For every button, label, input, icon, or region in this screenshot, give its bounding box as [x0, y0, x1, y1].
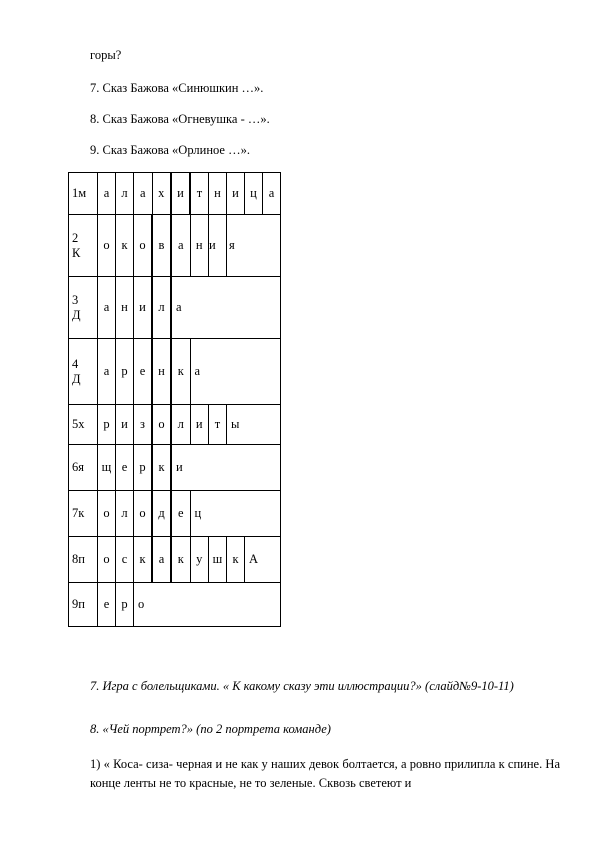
line-question-8: 8. Сказ Бажова «Огневушка - …».: [90, 112, 270, 126]
task-7-heading: 7. Игра с болельщиками. « К какому сказу эти иллюстрации?» (слайд№9-10-11): [90, 679, 514, 693]
letter-cell: ц: [190, 491, 281, 537]
crossword-row: [69, 339, 281, 405]
letter-cell: а: [134, 173, 153, 215]
letter-cell: а: [98, 339, 116, 405]
letter-cell: л: [116, 491, 134, 537]
letter-cell: у: [190, 537, 209, 583]
letter-cell: с: [116, 537, 134, 583]
letter-cell: к: [134, 537, 153, 583]
row-number: 8п: [69, 537, 98, 583]
task-8-heading: 8. «Чей портрет?» (по 2 портрета команде): [90, 722, 331, 736]
letter-cell: р: [134, 445, 153, 491]
letter-cell: е: [98, 583, 116, 627]
letter-cell: ц: [245, 173, 263, 215]
row-number-part: К: [72, 245, 81, 260]
letter-cell: к: [227, 537, 245, 583]
letter-cell: к: [171, 537, 190, 583]
letter-cell: в: [152, 215, 171, 277]
letter-cell: а: [152, 537, 171, 583]
letter-cell: а: [171, 277, 281, 339]
letter-cell: к: [171, 339, 190, 405]
letter-cell: р: [116, 583, 134, 627]
letter-cell: а: [98, 277, 116, 339]
letter-cell: а: [98, 173, 116, 215]
crossword-row: [69, 537, 281, 583]
letter-cell: о: [98, 491, 116, 537]
crossword-row: [69, 277, 281, 339]
letter-cell: л: [116, 173, 134, 215]
letter-cell: е: [116, 445, 134, 491]
letter-cell: о: [134, 491, 153, 537]
letter-cell: н: [116, 277, 134, 339]
letter-cell: о: [152, 405, 171, 445]
row-number: [69, 277, 98, 339]
row-number-part: 3: [72, 292, 79, 307]
letter-cell: т: [190, 173, 209, 215]
row-number: [69, 215, 98, 277]
letter-cell: и: [134, 277, 153, 339]
letter-cell: д: [152, 491, 171, 537]
letter-cell: я: [227, 215, 281, 277]
row-number: 1м: [69, 173, 98, 215]
row-number: 7к: [69, 491, 98, 537]
letter-cell: и: [227, 173, 245, 215]
crossword-row: [69, 491, 281, 537]
letter-cell: х: [152, 173, 171, 215]
letter-cell: о: [134, 583, 281, 627]
letter-cell: и: [209, 215, 227, 277]
row-number-part: 2: [72, 230, 79, 245]
row-number: 6я: [69, 445, 98, 491]
row-number: 5х: [69, 405, 98, 445]
letter-cell: т: [209, 405, 227, 445]
letter-cell: з: [134, 405, 153, 445]
letter-cell: ы: [227, 405, 281, 445]
row-number-part: Д: [72, 307, 81, 322]
letter-cell: е: [134, 339, 153, 405]
letter-cell: и: [116, 405, 134, 445]
letter-cell: ш: [209, 537, 227, 583]
row-number: 9п: [69, 583, 98, 627]
line-gory: горы?: [90, 48, 122, 62]
crossword-table: [68, 172, 281, 627]
row-number-part: 4: [72, 356, 79, 371]
letter-cell: а: [190, 339, 281, 405]
letter-cell: к: [152, 445, 171, 491]
letter-cell: а: [171, 215, 190, 277]
letter-cell: а: [263, 173, 281, 215]
crossword-row: [69, 405, 281, 445]
letter-cell: и: [171, 173, 190, 215]
letter-cell: н: [209, 173, 227, 215]
letter-cell: р: [98, 405, 116, 445]
quote-1-paragraph: 1) « Коса- сиза- черная и не как у наших девок болтается, а ровно прилипла к спине. На конце ленты не то красные, не то зеленые. Сквозь светеют и: [90, 757, 560, 790]
crossword-row: [69, 215, 281, 277]
letter-cell: л: [171, 405, 190, 445]
letter-cell: н: [152, 339, 171, 405]
letter-cell: А: [245, 537, 281, 583]
letter-cell: щ: [98, 445, 116, 491]
letter-cell: р: [116, 339, 134, 405]
letter-cell: к: [116, 215, 134, 277]
letter-cell: о: [98, 537, 116, 583]
letter-cell: о: [98, 215, 116, 277]
letter-cell: е: [171, 491, 190, 537]
crossword-row: [69, 445, 281, 491]
line-question-7: 7. Сказ Бажова «Синюшкин …».: [90, 81, 264, 95]
letter-cell: л: [152, 277, 171, 339]
row-number: [69, 339, 98, 405]
letter-cell: и: [171, 445, 281, 491]
letter-cell: и: [190, 405, 209, 445]
row-number-part: Д: [72, 371, 81, 386]
crossword-row: [69, 583, 281, 627]
letter-cell: н: [190, 215, 209, 277]
letter-cell: о: [134, 215, 153, 277]
line-question-9: 9. Сказ Бажова «Орлиное …».: [90, 143, 250, 157]
crossword-row: [69, 173, 281, 215]
